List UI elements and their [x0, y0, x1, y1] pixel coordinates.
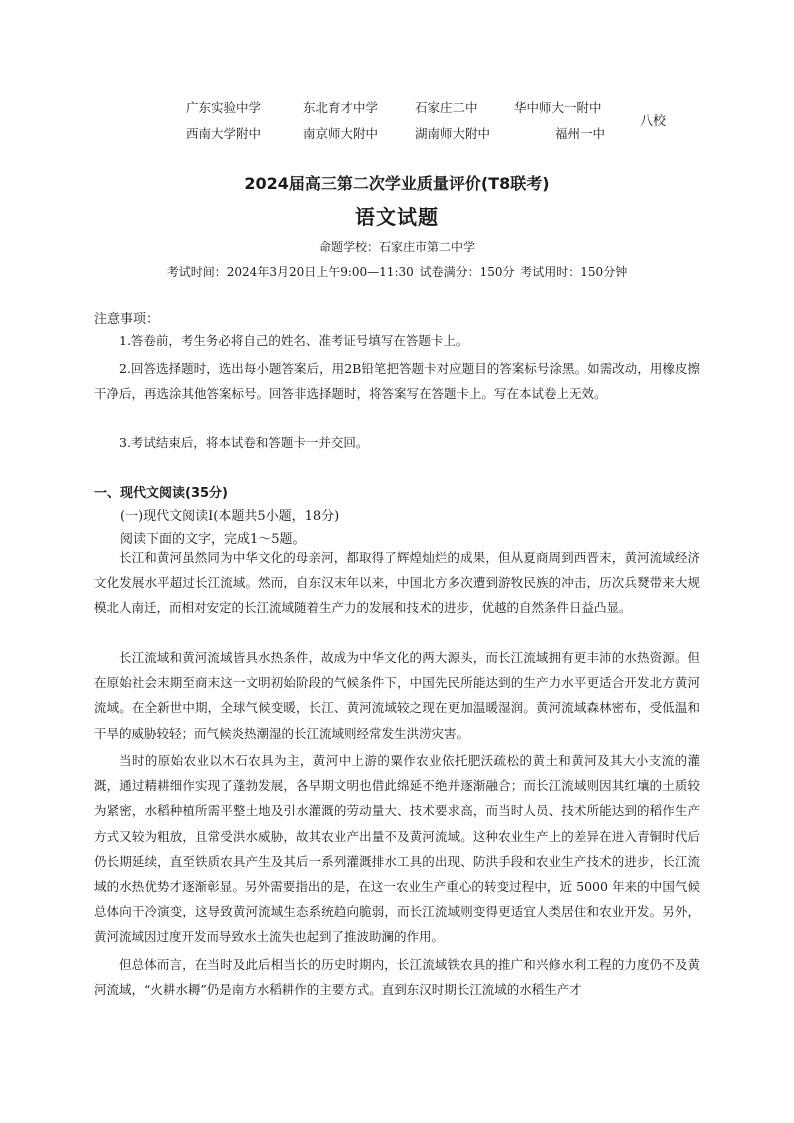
subsection-title: (一)现代文阅读Ⅰ(本题共5小题，18分)	[120, 509, 340, 524]
school-name: 东北育才中学	[303, 100, 379, 115]
section-title: 一、现代文阅读(35分)	[94, 486, 228, 501]
school-name: 华中师大一附中	[514, 100, 602, 115]
school-name: 石家庄二中	[415, 100, 478, 115]
eight-schools-label: 八校	[640, 114, 667, 129]
school-name: 南京师大附中	[303, 126, 379, 141]
note-item: 2.回答选择题时，选出每小题答案后，用2B铅笔把答题卡对应题目的答案标号涂黑。如需改动，用橡皮擦干净后，再选涂其他答案标号。回答非选择题时，将答案写在答题卡上。写在本试卷上无效。	[94, 361, 700, 401]
note-item: 3.考试结束后，将本试卷和答题卡一并交回。	[119, 435, 369, 450]
note-item: 1.答卷前，考生务必将自己的姓名、准考证号填写在答题卡上。	[119, 333, 469, 348]
school-name: 福州一中	[555, 126, 606, 141]
reading-instruction: 阅读下面的文字，完成1～5题。	[120, 532, 306, 547]
exam-title: 2024届高三第二次学业质量评价(T8联考)	[244, 174, 550, 193]
setter-school: 命题学校：石家庄市第二中学	[318, 240, 475, 254]
reading-paragraph: 长江流域和黄河流域皆具水热条件，故成为中华文化的两大源头，而长江流域拥有更丰沛的水热资源。但在原始社会末期至商末这一文明初始阶段的气候条件下，中国先民所能达到的生产力水平更适合开发北方黄河流域。在全新世中期，全球气候变暖，长江、黄河流域较之现在更加温暖湿润。黄河流域森林密布，受低温和干旱的威胁较轻；而气候炎热潮湿的长江流域则经常发生洪涝灾害。	[94, 650, 700, 741]
school-list	[0, 94, 794, 150]
notes-heading: 注意事项：	[94, 312, 160, 327]
school-name: 西南大学附中	[186, 126, 262, 141]
school-name: 广东实验中学	[186, 100, 262, 115]
reading-paragraph: 长江和黄河虽然同为中华文化的母亲河，都取得了辉煌灿烂的成果，但从夏商周到西晋末，黄河流域经济文化发展水平超过长江流域。然而，自东汉末年以来，中国北方多次遭到游牧民族的冲击，历次兵燹带来大规模北人南迁，而相对安定的长江流域随着生产力的发展和技术的进步，优越的自然条件日益凸显。	[94, 550, 700, 616]
exam-info: 考试时间：2024年3月20日上午9:00—11:30 试卷满分：150分 考试用时：150分钟	[166, 265, 628, 279]
reading-paragraph: 当时的原始农业以木石农具为主，黄河中上游的粟作农业依托肥沃疏松的黄土和黄河及其大小支流的灌溉，通过精耕细作实现了蓬勃发展，各早期文明也借此绵延不绝并逐渐融合；而长江流域则因其红壤的土质较为紧密，水稻种植所需平整土地及引水灌溉的劳动量大、技术要求高，而当时人员、技术所能达到的稻作生产方式又较为粗放，且常受洪水威胁，故其农业产出量不及黄河流域。这种农业生产上的差异在进入青铜时代后仍长期延续，直至铁质农具产生及其后一系列灌溉排水工具的出现、防洪手段和农业生产技术的进步，长江流域的水热优势才逐渐彰显。另外需要指出的是，在这一农业生产重心的转变过程中，近 5000 年来的中国气候总体向干冷演变，这导致黄河流域生态系统趋向脆弱，而长江流域则变得更适宜人类居住和农业开发。另外，黄河流域因过度开发而导致水土流失也起到了推波助澜的作用。	[94, 753, 700, 945]
reading-paragraph: 但总体而言，在当时及此后相当长的历史时期内，长江流域铁农具的推广和兴修水利工程的力度仍不及黄河流域，“火耕水耨”仍是南方水稻耕作的主要方式。直到东汉时期长江流域的水稻生产才	[94, 957, 700, 998]
subject-title: 语文试题	[355, 205, 439, 229]
school-name: 湖南师大附中	[415, 126, 491, 141]
